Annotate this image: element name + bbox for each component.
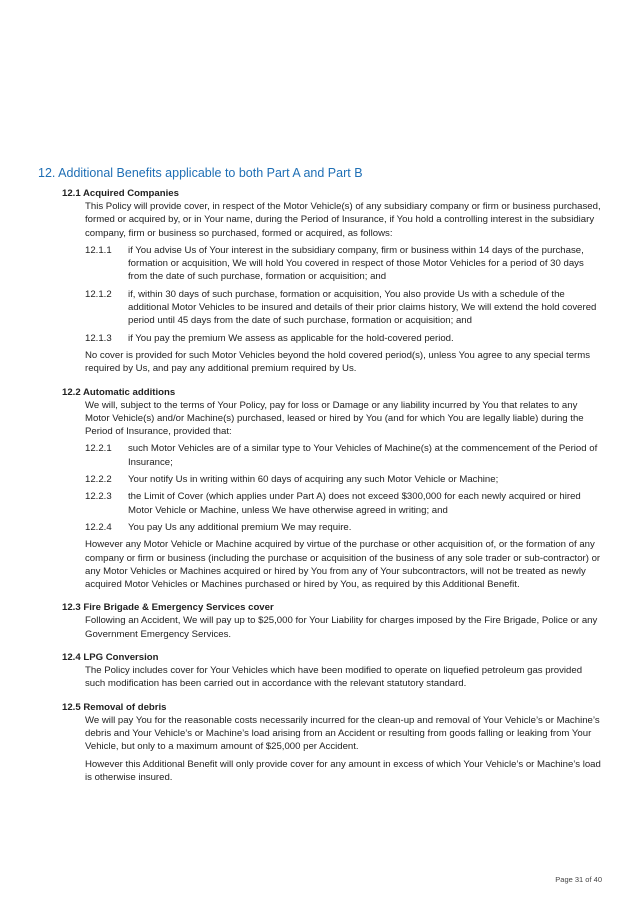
item-text: if You advise Us of Your interest in the subsidiary company, firm or business within 14 days of the purchase, formation or acquisition, We will hold You covered in respect of those Motor Vehicles for a period of 30 days from the date of such purchase, formation or acquisition; and xyxy=(128,244,584,283)
list-item xyxy=(85,332,602,345)
list-item xyxy=(85,288,602,328)
list-item xyxy=(85,244,602,284)
subsection-heading: 12.1 Acquired Companies xyxy=(62,188,179,199)
item-text: such Motor Vehicles are of a similar type to Your Vehicles of Machine(s) at the commencement of the Period of Insurance; xyxy=(128,443,598,468)
subsection-heading: 12.3 Fire Brigade & Emergency Services cover xyxy=(62,602,274,614)
item-text: if You pay the premium We assess as applicable for the hold-covered period. xyxy=(128,332,454,344)
item-number: 12.2.1 xyxy=(85,443,112,455)
section-title: 12. Additional Benefits applicable to both Part A and Part B xyxy=(38,166,363,180)
item-text: Your notify Us in writing within 60 days of acquiring any such Motor Vehicle or Machine; xyxy=(128,474,499,486)
list-item xyxy=(85,490,602,517)
subsection-heading: 12.4 LPG Conversion xyxy=(62,652,159,664)
list-item xyxy=(85,442,602,469)
page-number: Page 31 of 40 xyxy=(555,875,602,884)
subsection-removal-of-debris xyxy=(0,701,638,784)
paragraph: We will pay You for the reasonable costs necessarily incurred for the clean-up and removal of Your Vehicle’s or Machine’s debris and Your Vehicle’s or Machine’s load arising from an Accident or resulting from goods falling or leaking from Your Vehicle, but only to a maximum amount of $25,000 per Accident. xyxy=(85,714,600,753)
item-text: the Limit of Cover (which applies under Part A) does not exceed $300,000 for each newly acquired or hired Motor Vehicle or Machine, unless We have otherwise agreed in writing; and xyxy=(128,491,581,516)
paragraph: This Policy will provide cover, in respect of the Motor Vehicle(s) of any subsidiary company or firm or business purchased, formed or acquired by, or in Your name, during the Period of Insurance, if You hold a controlling interest in the subsidiary company, firm or business so purchased, formed or acquired, as follows: xyxy=(85,201,601,239)
subsection-heading: 12.5 Removal of debris xyxy=(62,701,167,713)
item-text: You pay Us any additional premium We may require. xyxy=(128,521,352,533)
paragraph: The Policy includes cover for Your Vehicles which have been modified to operate on liquefied petroleum gas provided such modification has been carried out in accordance with the relevant statutory standard. xyxy=(85,665,583,690)
paragraph: Following an Accident, We will pay up to $25,000 for Your Liability for charges imposed by the Fire Brigade, Police or any Government Emergency Services. xyxy=(85,615,598,640)
paragraph: No cover is provided for such Motor Vehicles beyond the hold covered period(s), unless You agree to any special terms required by Us, and pay any additional premium required by Us. xyxy=(85,349,591,375)
item-number: 12.2.4 xyxy=(85,521,112,533)
item-number: 12.2.3 xyxy=(85,491,112,503)
subsection-fire-brigade xyxy=(0,601,638,641)
paragraph: However any Motor Vehicle or Machine acquired by virtue of the purchase or other acquisition of, or the formation of any company or firm or business (including the purchase or acquisition of the business of any sole trader or sub-contractor) or any Motor Vehicles or Machines acquired or hired by You from any of Your subcontractors, will not be treated as newly acquired Motor Vehicles or Machines purchased or hired by You, as required by this Additional Benefit. xyxy=(85,539,601,591)
item-number: 12.1.3 xyxy=(85,332,112,344)
item-text: if, within 30 days of such purchase, formation or acquisition, You also provide Us with a schedule of the additional Motor Vehicles to be insured and details of their prior claims history, We will extend the hold covered period until 45 days from the date of such purchase, formation or acquisition; and xyxy=(128,288,597,327)
list-item xyxy=(85,521,602,534)
item-number: 12.1.2 xyxy=(85,288,112,300)
list-item xyxy=(85,473,602,486)
subsection-lpg-conversion xyxy=(0,651,638,691)
subsection-acquired-companies xyxy=(0,187,638,376)
paragraph: We will, subject to the terms of Your Policy, pay for loss or Damage or any liability incurred by You that relates to any Motor Vehicle(s) and/or Machine(s) purchased, leased or hired by You (and for which You are legally liable) during the Period of Insurance, provided that: xyxy=(85,399,584,438)
section-content xyxy=(0,187,638,794)
paragraph: However this Additional Benefit will only provide cover for any amount in excess of which Your Vehicle’s or Machine’s load is otherwise insured. xyxy=(85,758,601,783)
item-number: 12.2.2 xyxy=(85,474,112,486)
subsection-automatic-additions xyxy=(0,386,638,592)
item-number: 12.1.1 xyxy=(85,244,112,256)
subsection-heading: 12.2 Automatic additions xyxy=(62,386,176,398)
